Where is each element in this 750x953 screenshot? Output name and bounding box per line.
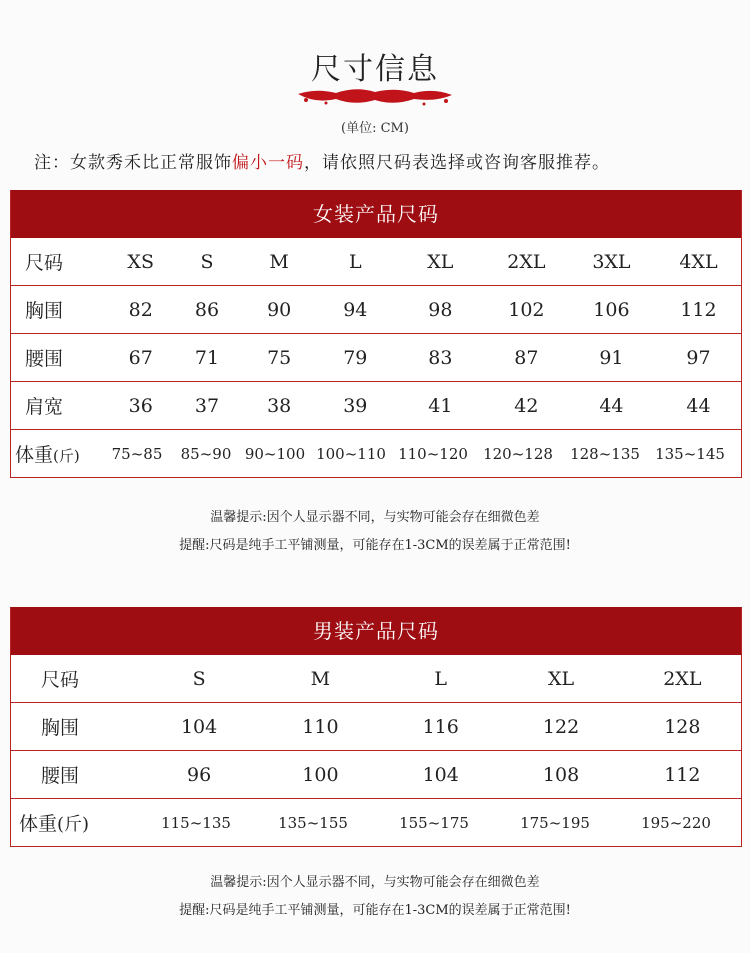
row-label: 胸围 xyxy=(25,300,64,322)
table-cell: 90~100 xyxy=(244,444,306,463)
unit-label: (单位: CM) xyxy=(341,121,409,136)
table-cell: 83 xyxy=(428,346,453,369)
table-cell: 85~90 xyxy=(180,444,232,463)
row-label: 肩宽 xyxy=(25,396,64,418)
table-cell: M xyxy=(269,250,289,273)
weight-unit: (斤) xyxy=(57,814,90,835)
table-cell: 97 xyxy=(686,346,711,369)
row-label: 胸围 xyxy=(41,717,80,739)
note-highlight: 偏小一码 xyxy=(232,153,304,173)
women-table-heading: 女装产品尺码 xyxy=(11,190,741,238)
size-note xyxy=(34,148,610,173)
table-cell: XL xyxy=(427,250,454,273)
table-cell: 110 xyxy=(302,715,339,738)
table-cell: 128 xyxy=(664,715,701,738)
tip-measure-note: 提醒:尺码是纯手工平铺测量，可能存在1-3CM的误差属于正常范围! xyxy=(179,538,571,553)
table-cell: 100 xyxy=(302,763,339,786)
row-label: 尺码 xyxy=(41,669,80,691)
table-cell: 135~155 xyxy=(278,813,348,832)
table-cell: 67 xyxy=(128,346,153,369)
row-label: 腰围 xyxy=(41,765,80,787)
table-row xyxy=(11,429,741,477)
table-cell: 108 xyxy=(542,763,580,786)
table-cell: XL xyxy=(547,667,575,690)
table-cell: L xyxy=(348,250,362,273)
table-cell: 106 xyxy=(593,298,630,321)
row-label xyxy=(11,440,101,467)
table-cell: 82 xyxy=(128,298,153,321)
table-cell: 104 xyxy=(422,763,459,786)
table-cell: 175~195 xyxy=(520,813,590,832)
row-label: 腰围 xyxy=(25,348,64,370)
table-cell: 44 xyxy=(686,394,711,417)
table-row xyxy=(11,702,741,750)
table-cell: 195~220 xyxy=(641,813,711,832)
red-splash-decoration xyxy=(296,84,454,108)
table-cell: 122 xyxy=(542,715,580,738)
row-label: 尺码 xyxy=(25,252,64,274)
table-row xyxy=(11,798,741,846)
table-cell: 86 xyxy=(194,298,220,321)
table-cell: 100~110 xyxy=(316,444,386,463)
men-table-heading: 男装产品尺码 xyxy=(11,607,741,655)
women-size-table xyxy=(10,190,742,478)
men-size-table xyxy=(10,607,742,847)
table-row xyxy=(11,750,741,798)
page-title: 尺寸信息 xyxy=(311,52,439,87)
table-row xyxy=(11,238,741,285)
tip-color-note: 温馨提示:因个人显示器不同，与实物可能会存在细微色差 xyxy=(210,510,540,525)
tip-measure-note: 提醒:尺码是纯手工平铺测量，可能存在1-3CM的误差属于正常范围! xyxy=(179,903,571,918)
table-cell: 115~135 xyxy=(161,813,231,832)
table-cell: 120~128 xyxy=(483,444,553,463)
table-row xyxy=(11,381,741,429)
table-cell: 94 xyxy=(343,298,368,321)
table-cell: 112 xyxy=(680,298,717,321)
table-cell: 155~175 xyxy=(399,813,469,832)
table-cell: 71 xyxy=(194,346,220,369)
table-cell: 104 xyxy=(180,715,218,738)
table-row xyxy=(11,285,741,333)
row-label xyxy=(11,809,141,836)
weight-label: 体重 xyxy=(15,444,54,466)
tip-color-note: 温馨提示:因个人显示器不同，与实物可能会存在细微色差 xyxy=(210,875,540,890)
table-cell: 112 xyxy=(664,763,701,786)
table-cell: 37 xyxy=(194,394,220,417)
table-cell: S xyxy=(192,667,206,690)
table-row xyxy=(11,655,741,702)
table-cell: 91 xyxy=(599,346,624,369)
table-cell: 96 xyxy=(187,763,212,786)
table-cell: 110~120 xyxy=(398,444,468,463)
table-cell: 42 xyxy=(514,394,539,417)
note-suffix: ，请依照尺码表选择或咨询客服推荐。 xyxy=(304,153,610,173)
table-cell: S xyxy=(200,250,214,273)
weight-unit: (斤) xyxy=(53,447,80,465)
table-cell: 44 xyxy=(599,394,624,417)
table-cell: 128~135 xyxy=(570,444,640,463)
table-cell: 75 xyxy=(267,346,292,369)
table-cell: 39 xyxy=(343,394,368,417)
table-cell: 36 xyxy=(128,394,153,417)
table-cell: 2XL xyxy=(507,250,546,273)
table-cell: 4XL xyxy=(679,250,718,273)
table-cell: M xyxy=(310,667,331,690)
table-cell: 90 xyxy=(267,298,292,321)
note-prefix: 注：女款秀禾比正常服饰 xyxy=(34,153,232,173)
table-cell: 102 xyxy=(508,298,545,321)
table-cell: L xyxy=(434,667,448,690)
table-cell: 3XL xyxy=(592,250,631,273)
table-cell: 98 xyxy=(428,298,453,321)
table-cell: 75~85 xyxy=(111,444,163,463)
table-cell: 41 xyxy=(428,394,453,417)
table-cell: 79 xyxy=(343,346,368,369)
table-cell: 135~145 xyxy=(655,444,725,463)
table-cell: XS xyxy=(127,250,154,273)
table-cell: 2XL xyxy=(663,667,702,690)
table-row xyxy=(11,333,741,381)
weight-label: 体重 xyxy=(19,813,58,835)
table-cell: 38 xyxy=(267,394,292,417)
table-cell: 87 xyxy=(514,346,539,369)
table-cell: 116 xyxy=(422,715,459,738)
